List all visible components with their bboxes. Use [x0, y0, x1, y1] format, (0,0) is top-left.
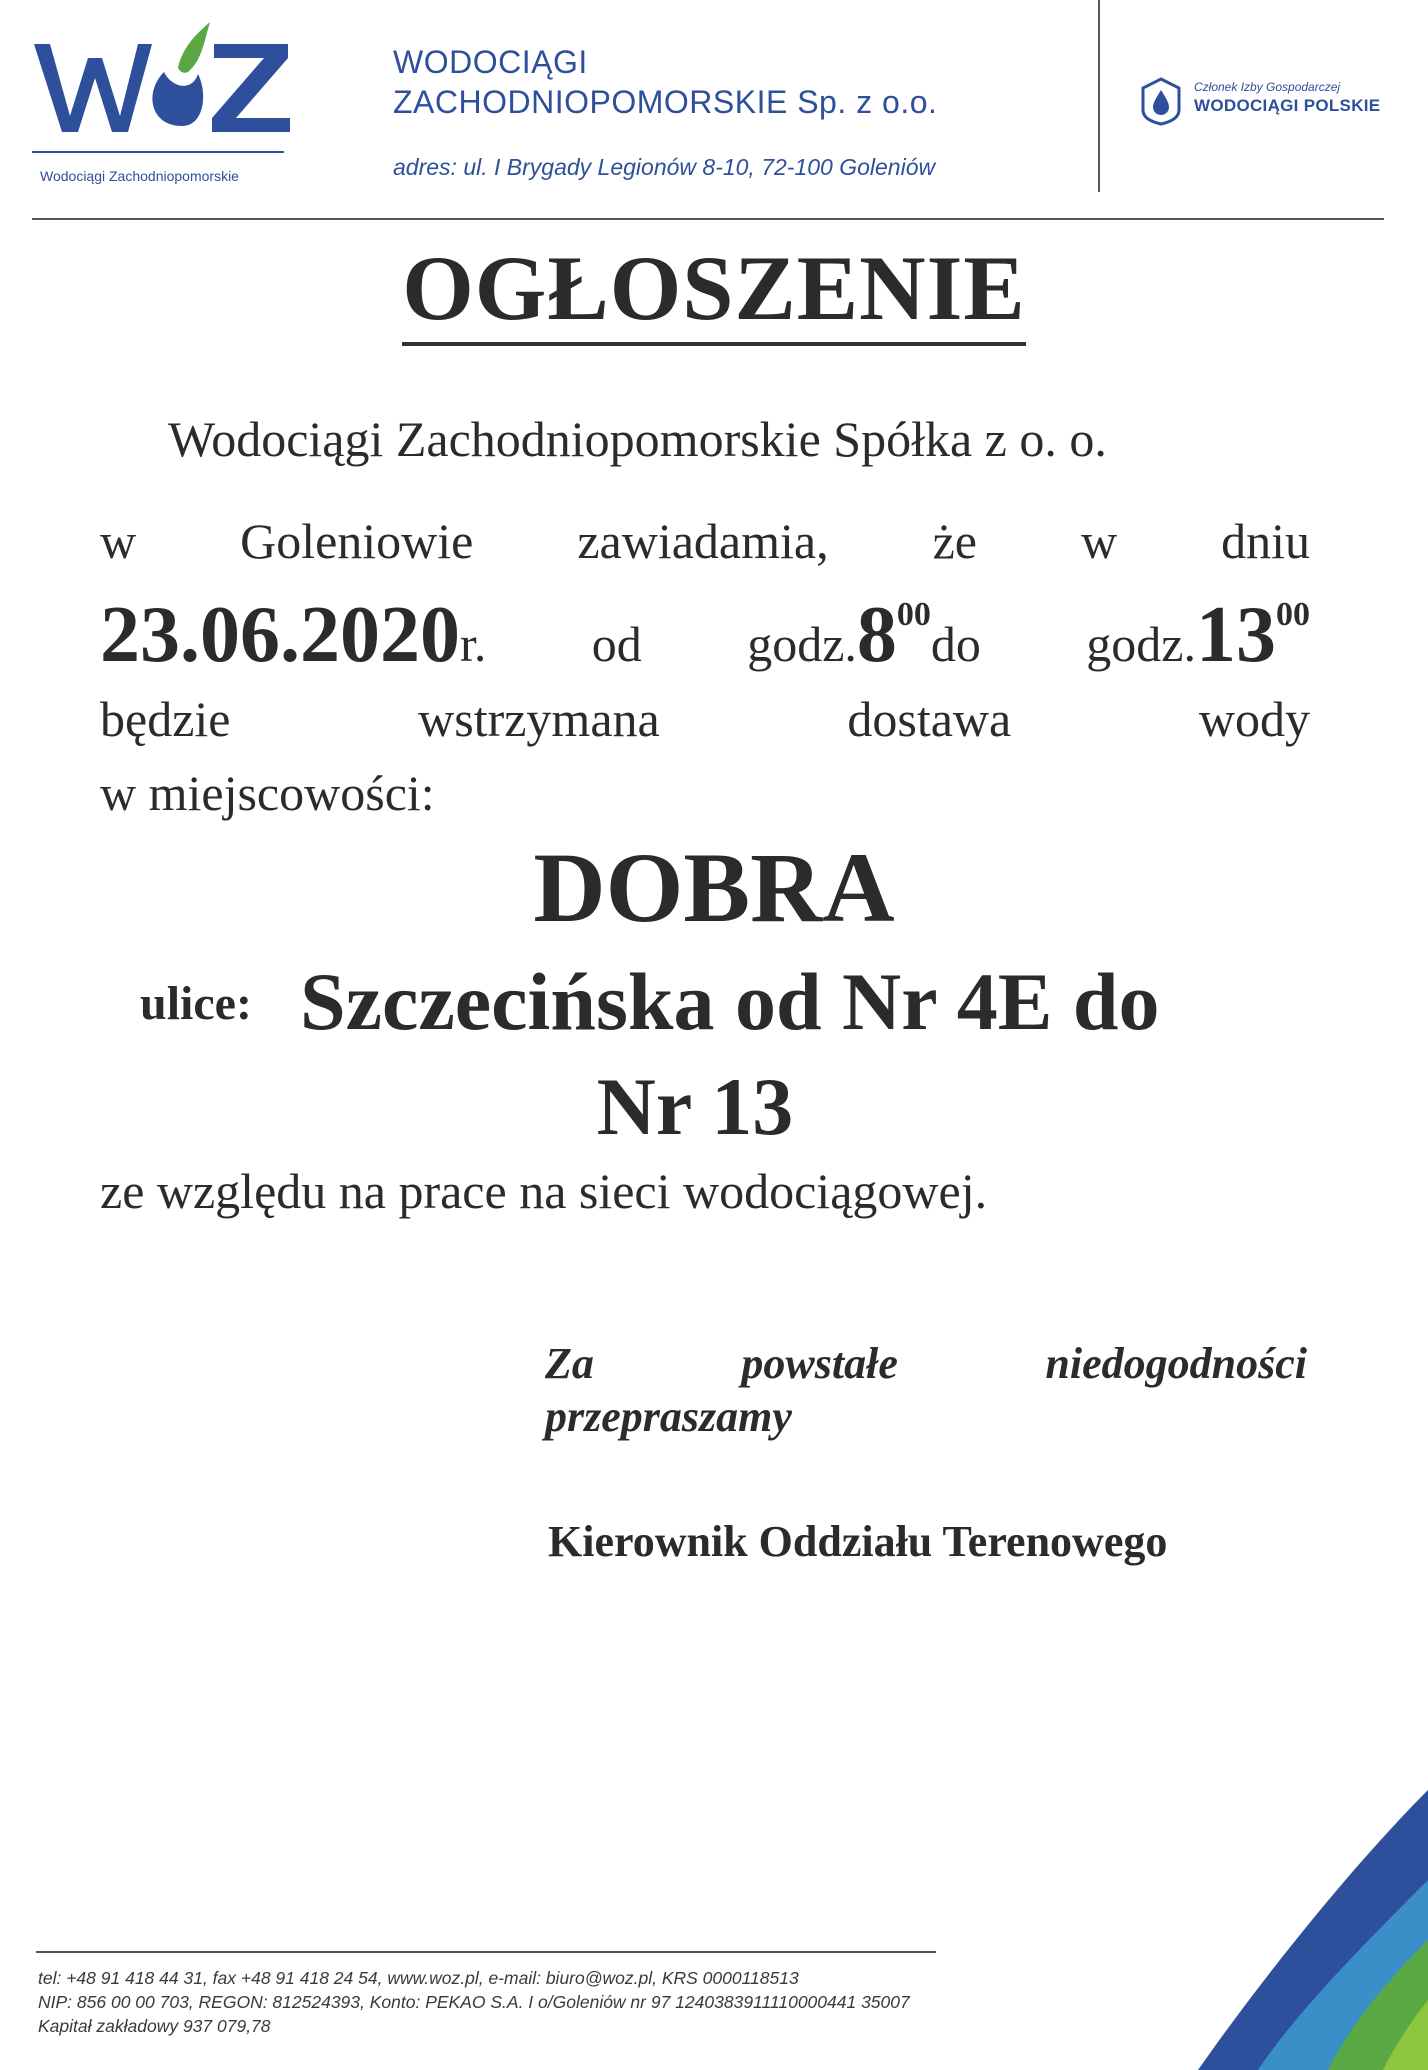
notice-reason: ze względu na prace na sieci wodociągowej. — [100, 1163, 988, 1219]
word: będzie — [100, 691, 231, 747]
word: dniu — [1221, 513, 1310, 569]
word: Za — [545, 1339, 594, 1388]
footer-contact — [38, 1966, 910, 2038]
water-drop-icon — [1138, 76, 1184, 126]
word: powstałe — [741, 1339, 898, 1388]
logo-underline — [32, 151, 284, 153]
streets-label: ulice: — [140, 977, 252, 1030]
word-to: do — [930, 616, 981, 672]
godz-label: godz. — [1086, 616, 1196, 672]
start-time — [747, 590, 981, 681]
header-rule — [32, 218, 1384, 220]
logo-caption: Wodociągi Zachodniopomorskie — [40, 168, 239, 184]
company-name — [393, 42, 937, 122]
apology-line2: przepraszamy — [545, 1392, 792, 1441]
start-hour: 8 — [856, 591, 897, 679]
footer-line1: tel: +48 91 418 44 31, fax +48 91 418 24 54, www.woz.pl, e-mail: biuro@woz.pl, KRS 0000118513 — [38, 1968, 799, 1988]
outage-date — [100, 590, 486, 681]
company-logo — [32, 8, 292, 188]
apology-line1 — [545, 1338, 1307, 1389]
date-suffix: r. — [460, 616, 487, 672]
company-address: adres: ul. I Brygady Legionów 8-10, 72-100 Goleniów — [393, 154, 936, 180]
end-hour: 13 — [1195, 591, 1276, 679]
word: zawiadamia, — [577, 513, 829, 569]
word: wody — [1198, 691, 1310, 747]
word: Goleniowie — [240, 513, 474, 569]
apology — [545, 1338, 1307, 1442]
word: dostawa — [847, 691, 1012, 747]
notice-title-text: OGŁOSZENIE — [402, 240, 1026, 346]
godz-label: godz. — [747, 616, 857, 672]
woz-logo-mark — [32, 8, 292, 148]
word: wstrzymana — [418, 691, 660, 747]
streets-value: Szczecińska od Nr 4E do — [299, 956, 1160, 1047]
notice-line-locality: w miejscowości: — [100, 765, 435, 821]
signature: Kierownik Oddziału Terenowego — [548, 1517, 1168, 1566]
end-minutes: 00 — [1275, 596, 1310, 633]
footer-line2: NIP: 856 00 00 703, REGON: 812524393, Konto: PEKAO S.A. I o/Goleniów nr 97 1240383911110000441 35007 — [38, 1992, 910, 2012]
footer-line3: Kapitał zakładowy 937 079,78 — [38, 2016, 271, 2036]
notice-line-date-time — [100, 590, 1310, 681]
word-from: od — [591, 616, 642, 672]
notice-title — [0, 237, 1428, 346]
membership-caption: Członek Izby Gospodarczej — [1194, 80, 1341, 94]
decorative-corner-waves — [968, 1770, 1428, 2070]
header-divider — [1098, 0, 1100, 192]
notice-line-company: Wodociągi Zachodniopomorskie Spółka z o. o. — [168, 411, 1107, 467]
company-name-line1: WODOCIĄGI — [393, 44, 588, 80]
end-time — [1086, 590, 1310, 681]
membership-organization: WODOCIĄGI POLSKIE — [1194, 96, 1381, 115]
streets-value-continued: Nr 13 — [596, 1061, 794, 1152]
streets-line — [140, 955, 1160, 1049]
date-value: 23.06.2020 — [100, 591, 460, 679]
town-name: DOBRA — [533, 832, 895, 943]
word: w — [100, 513, 137, 569]
notice-line-suspension — [100, 690, 1310, 748]
notice-line-announces — [100, 512, 1310, 570]
company-name-line2: ZACHODNIOPOMORSKIE Sp. z o.o. — [393, 84, 938, 120]
word: w — [1080, 513, 1118, 569]
word: że — [932, 513, 977, 569]
start-minutes: 00 — [896, 596, 931, 633]
footer-rule — [36, 1951, 936, 1953]
word: niedogodności — [1045, 1339, 1307, 1388]
membership-badge — [1138, 76, 1388, 128]
